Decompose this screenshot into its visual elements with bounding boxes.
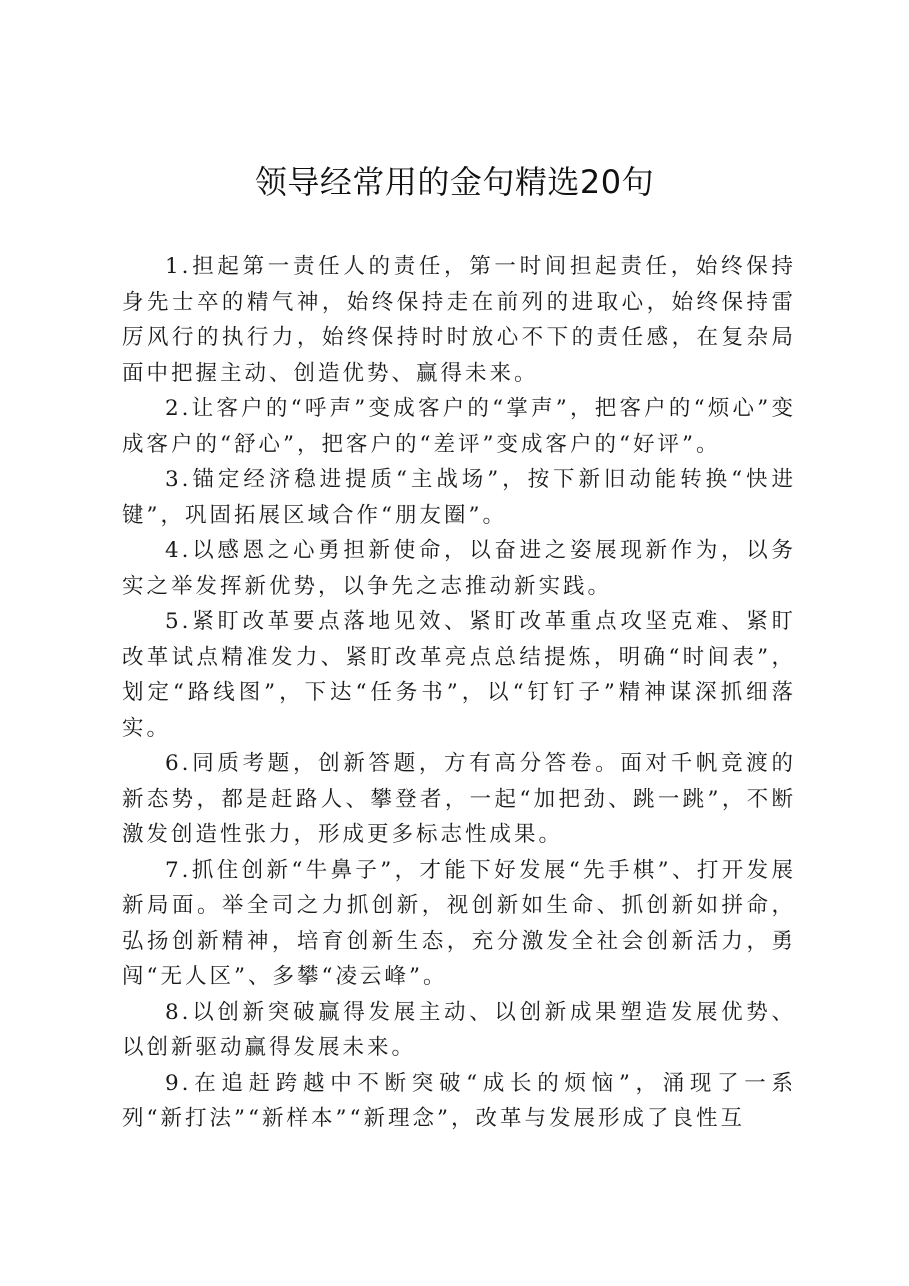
paragraph-9: 9.在追赶跨越中不断突破“成长的烦恼”，涌现了一系列“新打法”“新样本”“新理念”，改革与发展形成了良性互 bbox=[122, 1070, 796, 1131]
paragraph-1: 1.担起第一责任人的责任，第一时间担起责任，始终保持身先士卒的精气神，始终保持走在前列的进取心，始终保持雷厉风行的执行力，始终保持时时放心不下的责任感，在复杂局面中把握主动、创造优势、赢得未来。 bbox=[122, 254, 796, 386]
paragraph-2: 2.让客户的“呼声”变成客户的“掌声”，把客户的“烦心”变成客户的“舒心”，把客户的“差评”变成客户的“好评”。 bbox=[122, 396, 796, 457]
paragraph-6: 6.同质考题，创新答题，方有高分答卷。面对千帆竞渡的新态势，都是赶路人、攀登者，一起“加把劲、跳一跳”，不断激发创造性张力，形成更多标志性成果。 bbox=[122, 751, 796, 847]
paragraph-8: 8.以创新突破赢得发展主动、以创新成果塑造发展优势、以创新驱动赢得发展未来。 bbox=[122, 999, 796, 1060]
document-body bbox=[122, 249, 796, 1137]
paragraph-7: 7.抓住创新“牛鼻子”，才能下好发展“先手棋”、打开发展新局面。举全司之力抓创新，视创新如生命、抓创新如拼命，弘扬创新精神，培育创新生态，充分激发全社会创新活力，勇闯“无人区”、多攀“凌云峰”。 bbox=[122, 857, 796, 989]
paragraph-5: 5.紧盯改革要点落地见效、紧盯改革重点攻坚克难、紧盯改革试点精准发力、紧盯改革亮点总结提炼，明确“时间表”，划定“路线图”，下达“任务书”，以“钉钉子”精神谋深抓细落实。 bbox=[122, 609, 796, 741]
document-title: 领导经常用的金句精选20句 bbox=[254, 163, 655, 201]
paragraph-3: 3.锚定经济稳进提质“主战场”，按下新旧动能转换“快进键”，巩固拓展区域合作“朋友圈”。 bbox=[122, 467, 796, 528]
paragraph-4: 4.以感恩之心勇担新使命，以奋进之姿展现新作为，以务实之举发挥新优势，以争先之志推动新实践。 bbox=[122, 538, 796, 599]
